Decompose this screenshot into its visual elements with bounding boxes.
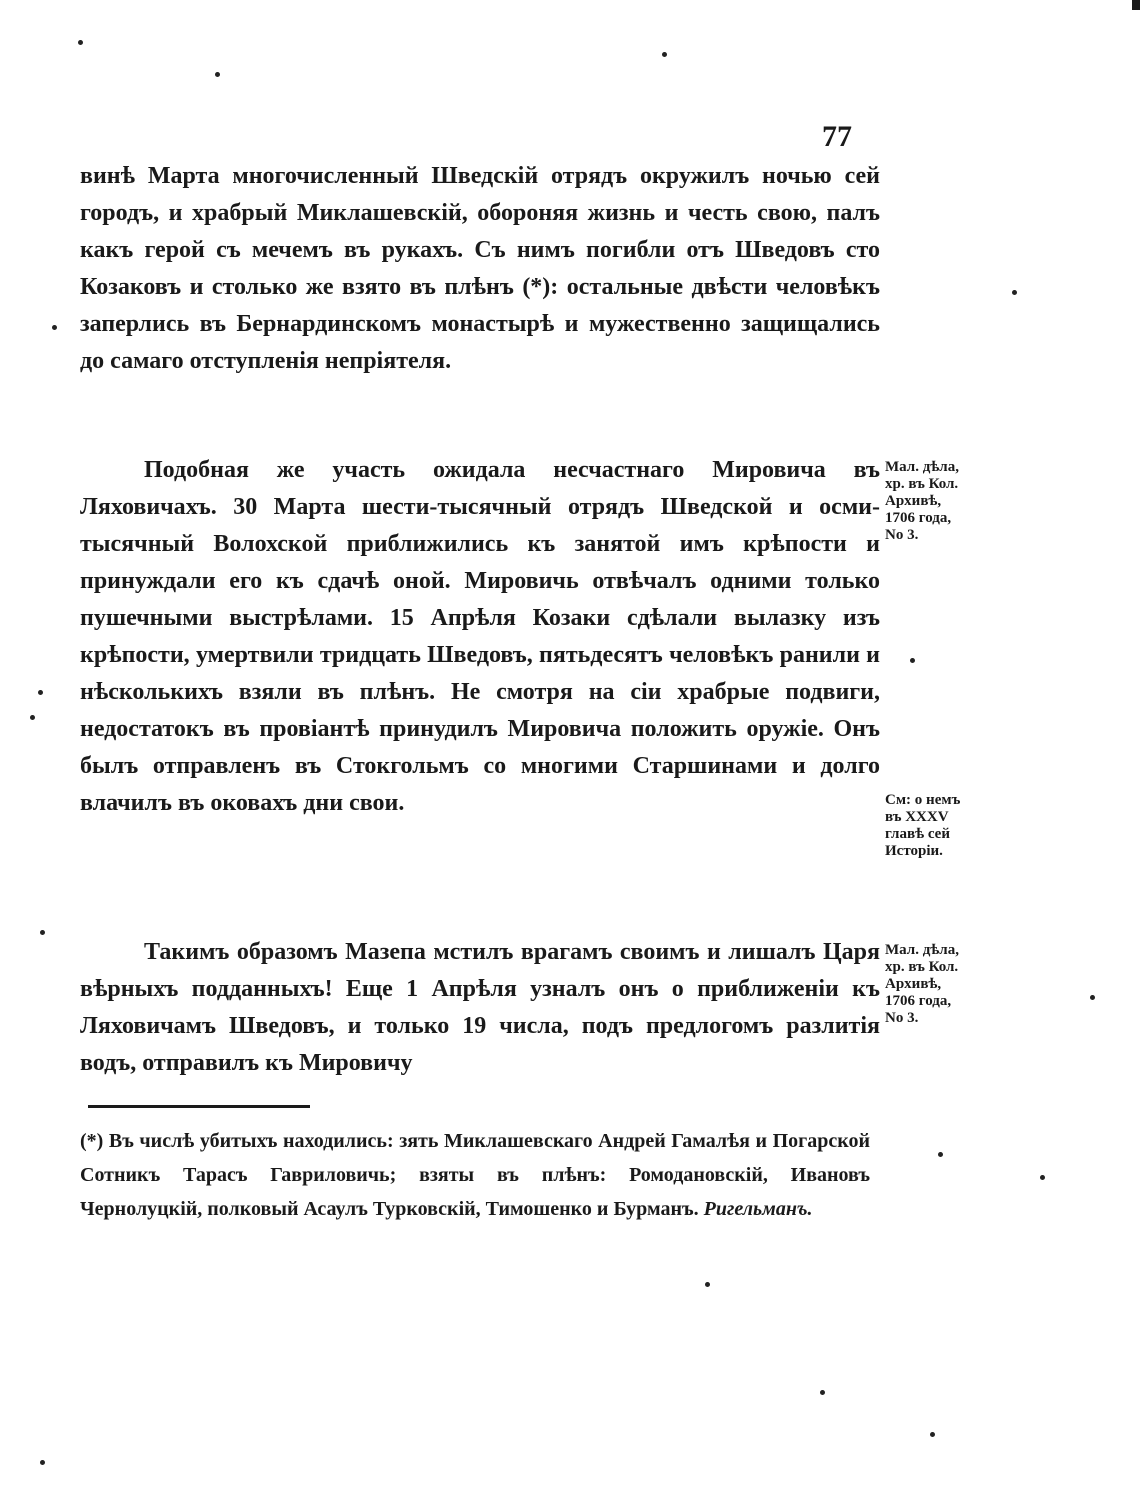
scan-speck (662, 52, 667, 57)
scan-speck (820, 1390, 825, 1395)
footnote-text: (*) Въ числѣ убитыхъ находились: зять Миклашевскаго Андрей Гамалѣя и Погарской Сотникъ Тарасъ Гавриловичь; взяты въ плѣнъ: Ромодановскій, Ивановъ Чернолуцкій, полковый Асаулъ Турковскій, Тимошенко и Бурманъ. (80, 1130, 870, 1220)
margin-note-2: См: о немъ въ XXXV главѣ сей Исторіи. (885, 792, 961, 859)
page-edge-mark (1132, 0, 1140, 10)
paragraph-2: Подобная же участь ожидала несчастнаго Мировича въ Ляховичахъ. 30 Марта шести-тысячный отрядъ Шведской и осми-тысячный Волохской приближились къ занятой имъ крѣпости и принуждали его къ сдачѣ оной. Мировичь отвѣчалъ одними только пушечными выстрѣлами. 15 Апрѣля Козаки сдѣлали вылазку изъ крѣпости, умертвили тридцать Шведовъ, пятьдесятъ человѣкъ ранили и нѣсколькихъ взяли въ плѣнъ. Не смотря на сіи храбрые подвиги, недостатокъ въ провіантѣ принудилъ Мировича положить оружіе. Онъ былъ отправленъ въ Стокгольмъ со многими Старшинами и долго влачилъ въ оковахъ дни свои. (80, 457, 880, 816)
paragraph-1: винѣ Марта многочисленный Шведскій отрядъ окружилъ ночью сей городъ, и храбрый Миклашевскій, обороняя жизнь и честь свою, палъ какъ герой съ мечемъ въ рукахъ. Съ нимъ погибли отъ Шведовъ сто Козаковъ и столько же взято въ плѣнъ (*): остальные двѣсти человѣкъ заперлись въ Бернардинскомъ монастырѣ и мужественно защищались до самаго отступленія непріятеля. (80, 163, 880, 374)
scan-speck (938, 1152, 943, 1157)
footnote-author: Ригельманъ. (703, 1198, 813, 1220)
footnote (80, 1124, 870, 1226)
scan-speck (38, 690, 43, 695)
margin-note-1: Мал. дѣла, хр. въ Кол. Архивѣ, 1706 года, No 3. (885, 459, 959, 543)
scan-speck (78, 40, 83, 45)
paragraph-3: Такимъ образомъ Мазепа мстилъ врагамъ своимъ и лишалъ Царя вѣрныхъ подданныхъ! Еще 1 Апрѣля узналъ онъ о приближеніи къ Ляховичамъ Шведовъ, и только 19 числа, подъ предлогомъ разлитія водъ, отправилъ къ Мировичу (80, 939, 880, 1076)
scan-speck (705, 1282, 710, 1287)
scan-speck (40, 930, 45, 935)
scan-speck (1012, 290, 1017, 295)
margin-note-3: Мал. дѣла, хр. въ Кол. Архивѣ, 1706 года, No 3. (885, 942, 959, 1026)
scan-speck (30, 715, 35, 720)
page-number: 77 (822, 120, 852, 153)
scan-speck (1090, 995, 1095, 1000)
scan-speck (52, 325, 57, 330)
scan-speck (930, 1432, 935, 1437)
footnote-divider (88, 1105, 310, 1108)
scan-speck (40, 1460, 45, 1465)
scan-speck (215, 72, 220, 77)
scan-speck (1040, 1175, 1045, 1180)
scan-speck (910, 658, 915, 663)
